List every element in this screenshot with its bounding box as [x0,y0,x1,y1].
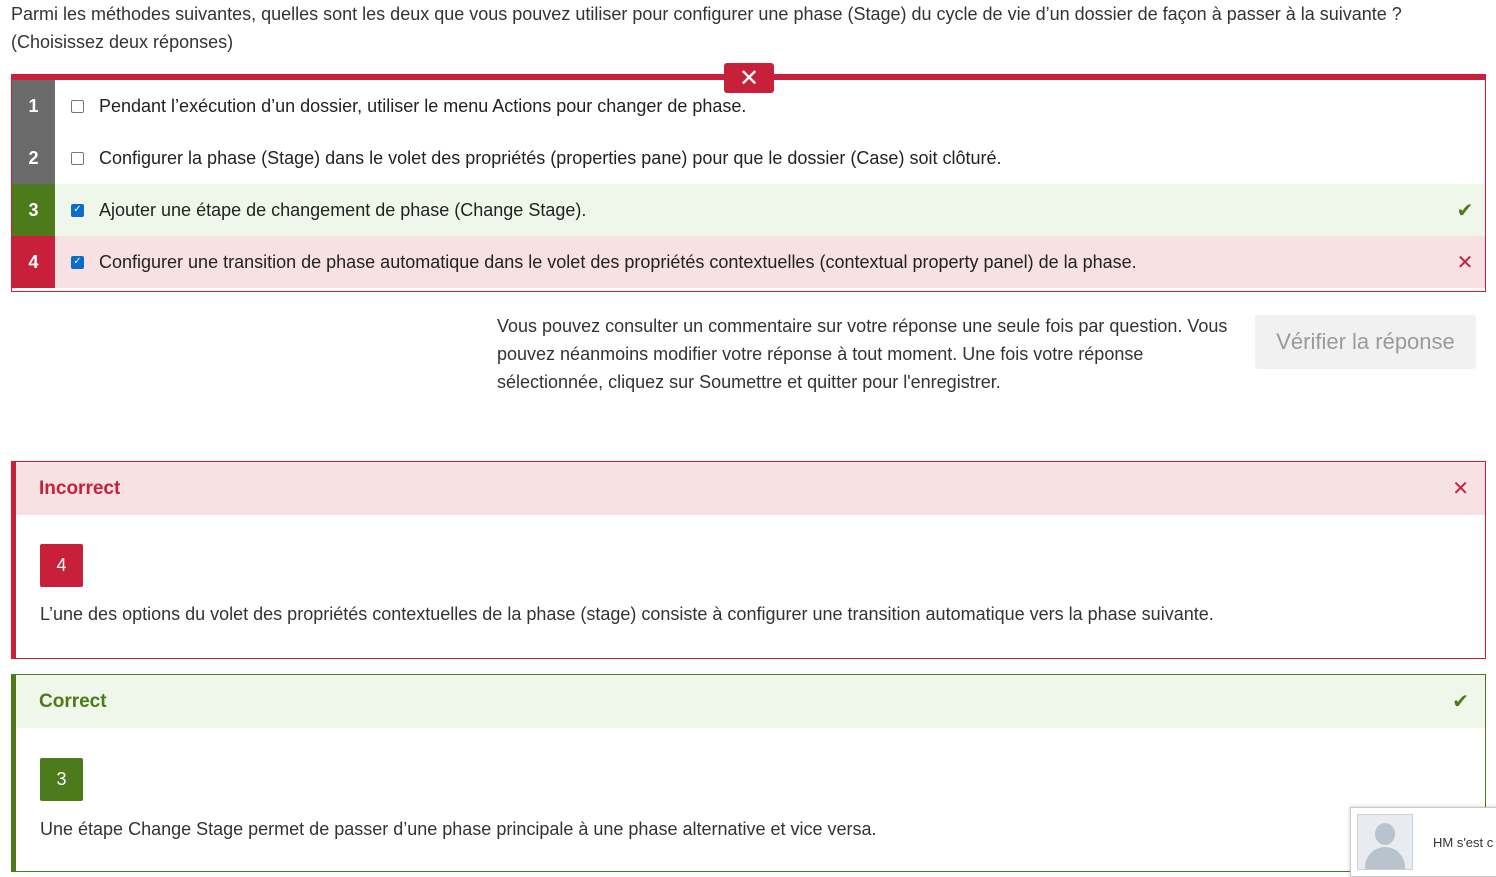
answer-options [11,74,1486,292]
checkmark-icon: ✔ [1452,691,1469,713]
feedback-explanation: Une étape Change Stage permet de passer d’une phase principale à une phase alternative et vice versa. [40,819,877,839]
cross-icon: ✕ [1456,251,1474,274]
option-checkbox[interactable] [71,152,84,165]
result-close-icon: ✕ [724,63,774,93]
feedback-info-text: Vous pouvez consulter un commentaire sur votre réponse une seule fois par question. Vous pouvez néanmoins modifier votre réponse à tout moment. Une fois votre réponse sélectionnée, cliquez sur Soumettre et quitter pour l'enregistrer. [497,316,1228,392]
cross-icon: ✕ [1452,478,1469,500]
incorrect-feedback-panel [11,461,1486,659]
toast-message: HM s'est c [1433,834,1494,850]
option-number: 3 [12,184,55,236]
option-checkbox-checked[interactable]: ✓ [71,204,84,217]
option-label: Pendant l’exécution d’un dossier, utiliser le menu Actions pour changer de phase. [99,95,747,116]
option-label: Ajouter une étape de changement de phase (Change Stage). [99,199,587,220]
feedback-header [16,675,1485,728]
feedback-option-badge: 4 [40,544,83,587]
correct-feedback-panel [11,674,1486,872]
option-number: 2 [12,132,55,184]
check-answer-button[interactable]: Vérifier la réponse [1255,315,1476,369]
checkmark-icon: ✔ [1456,199,1474,222]
option-number: 1 [12,80,55,132]
option-checkbox[interactable] [71,100,84,113]
feedback-title: Incorrect [39,477,121,499]
feedback-title: Correct [39,690,107,712]
option-number: 4 [12,236,55,288]
notification-toast[interactable] [1350,807,1496,877]
feedback-option-badge: 3 [40,758,83,801]
feedback-header [16,462,1485,515]
option-label: Configurer la phase (Stage) dans le volet des propriétés (properties pane) pour que le dossier (Case) soit clôturé. [99,147,1002,168]
option-label: Configurer une transition de phase automatique dans le volet des propriétés contextuelles (contextual property panel) de la phase. [99,251,1137,272]
option-row-3[interactable] [12,184,1485,236]
option-checkbox-checked[interactable]: ✓ [71,256,84,269]
avatar [1357,814,1413,870]
option-row-4[interactable] [12,236,1485,288]
question-text: Parmi les méthodes suivantes, quelles sont les deux que vous pouvez utiliser pour configurer une phase (Stage) du cycle de vie d’un dossier de façon à passer à la suivante ? (Choisissez deux réponses) [11,4,1402,52]
option-row-2[interactable] [12,132,1485,184]
feedback-explanation: L’une des options du volet des propriétés contextuelles de la phase (stage) consiste à configurer une transition automatique vers la phase suivante. [40,604,1214,624]
